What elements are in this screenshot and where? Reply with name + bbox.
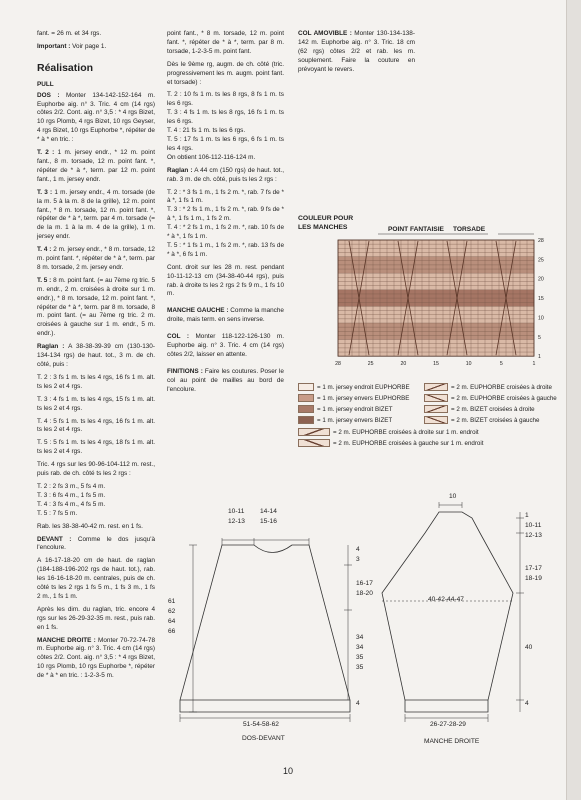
cross-right-icon [298, 428, 330, 436]
raglan-t5: T. 5 : 5 fs 1 m. ts les 4 rgs, 18 fs 1 m. alt. ts les 2 et 4 rgs. [37, 439, 155, 456]
swatch-icon [298, 416, 314, 424]
legend-item [424, 394, 557, 404]
dim-label: 15-16 [260, 518, 277, 525]
dim-label: 17-17 [525, 565, 542, 572]
swatch-icon [298, 405, 314, 413]
finitions-paragraph [167, 368, 284, 395]
chart-title-line-1: COULEUR POUR [298, 215, 354, 222]
t3-text: 1 m. jersey endr., 4 m. torsade (de la m. 5 à la m. 8 de la grille), 12 m. point fant., * 8 m. torsade, 12 m. point fant. *, répéter de * à *, term. par 4 m. torsade (= de la m. 1 à la m. 4 de la grille), 1 m. jersey endr. [37, 188, 155, 241]
dim-label: 62 [168, 608, 176, 615]
manche-gauche-label: MANCHE GAUCHE : [167, 307, 229, 315]
legend-item [424, 405, 535, 415]
legend-item [298, 439, 483, 449]
legend-label: = 2 m. EUPHORBE croisées à droite [451, 384, 552, 391]
important-label: Important : [37, 42, 71, 50]
dim-label: 18-19 [525, 575, 542, 582]
rag-t3: T. 3 : * 2 fs 1 m., 1 fs 2 m. *, rab. 9 fs de * à *, 1 fs 1 m., 1 fs 2 m. [167, 206, 284, 223]
dim-label: 4 [356, 700, 360, 707]
dim-label: 35 [356, 664, 364, 671]
col-amovible-label: COL AMOVIBLE : [298, 30, 352, 37]
tric-paragraph: Tric. 4 rgs sur les 90-96-104-112 m. rest., puis rab. de ch. côté ts les 2 rgs : [37, 461, 155, 478]
legend-label: = 1 m. jersey endroit EUPHORBE [317, 384, 410, 391]
raglan-t2: T. 2 : 3 fs 1 m. ts les 4 rgs, 16 fs 1 m. alt. ts les 2 et 4 rgs. [37, 373, 155, 390]
obtient: On obtient 106-112-116-124 m. [167, 153, 256, 161]
dos-devant-outline [180, 545, 350, 712]
dim-label: 51-54-58-62 [243, 721, 279, 728]
y-tick-label: 10 [538, 315, 544, 322]
y-tick-label: 5 [538, 334, 541, 341]
y-tick-label: 1 [538, 354, 541, 361]
devant-label: DEVANT : [37, 535, 72, 543]
manche-text: Monter 70-72-74-78 m. Euphorbe aig. n° 3. Tric. 4 cm (14 rgs) côtes 2/2. Cont. aig. n° 3,5 : * 4 rgs Bizet, 10 rgs Plomb, 10 rgs Euphorbe *, répéter de * à * en tric. : 1-2-3-5 m. [37, 636, 156, 680]
dim-label: 3 [356, 556, 360, 563]
devant-paragraph-2: A 16-17-18-20 cm de haut. de raglan (184-188-196-202 rgs de haut. tot.), rab. les 16-16-18-20 m. centrales, puis de ch. côté ts les 2 rgs 1 fs 5 m., 1 fs 3 m., 1 fs 2 m., 1 fs 1 m. [37, 557, 155, 600]
raglan-t4: T. 4 : 5 fs 1 m. ts les 4 rgs, 16 fs 1 m. alt. ts les 2 et 4 rgs. [37, 417, 155, 434]
legend-label: = 2 m. BIZET croisées à droite [451, 406, 535, 413]
t5-text: 8 m. point fant. (= au 7ème rg tric. 5 m. endr., 2 m. croisées à droite sur 1 m. endr.), * 8 m. torsade, 12 m. point fant. *, répéter de * à *, term. par 8 m. torsade, 8 m. point fant. (= au 7ème rg tric. 2 m. croisées à gauche sur 1 m. endr., 5 m. endr.). [37, 276, 155, 338]
x-tick-label: 15 [433, 361, 439, 368]
augm-t4: T. 4 : 21 fs 1 m. ts les 6 rgs. [167, 127, 246, 135]
y-tick-label: 20 [538, 276, 544, 283]
chart-title [298, 214, 353, 232]
dim-label: 10 [449, 493, 457, 500]
raglan-t3: T. 3 : 4 fs 1 m. ts les 4 rgs, 15 fs 1 m. alt. ts les 2 et 4 rgs. [37, 395, 155, 412]
augm-t2: T. 2 : 10 fs 1 m. ts les 8 rgs, 8 fs 1 m. ts les 6 rgs. [167, 91, 284, 108]
col-amovible-paragraph [298, 30, 415, 75]
legend-label: = 2 m. BIZET croisées à gauche [451, 417, 540, 424]
legend-label: = 2 m. EUPHORBE croisées à gauche sur 1 m. endroit [333, 440, 484, 447]
realisation-heading: Réalisation [37, 61, 94, 74]
legend-label: = 1 m. jersey envers BIZET [317, 417, 393, 424]
intro-important [37, 43, 155, 52]
x-tick-label: 1 [532, 361, 536, 368]
col-paragraph [167, 333, 284, 360]
legend-label: = 1 m. jersey envers EUPHORBE [317, 395, 410, 402]
cont-paragraph: Cont. droit sur les 28 m. rest. pendant 10-11-12-13 cm (34-38-40-44 rgs), puis rab. à droite ts les 2 rgs 2 fs 9 m., 1 fs 10 m. [167, 263, 284, 298]
cross-right-icon [424, 383, 448, 391]
y-tick-label: 28 [538, 238, 544, 244]
dim-label: 40 [525, 644, 533, 651]
manche-paragraph [37, 637, 155, 682]
dos-label: DOS : [37, 91, 60, 99]
shoulder-t5: T. 5 : 7 fs 5 m. [37, 509, 78, 517]
dim-label: 12-13 [525, 532, 542, 539]
legend-item [298, 405, 392, 415]
t5-paragraph [37, 277, 155, 339]
devant-text: Comme le dos jusqu'à l'encolure. [37, 535, 155, 552]
page-number: 10 [283, 766, 294, 776]
cross-right-icon [424, 405, 448, 413]
diagram-name: MANCHE DROITE [424, 738, 480, 745]
dos-text: Monter 134-142-152-164 m. Euphorbe aig. n° 3. Tric. 4 cm (14 rgs) côtes 2/2. Cont. aig. n° 3,5 : * 4 rgs Bizet, 10 rgs Plomb, 4 rgs Bizet, 10 rgs Geyser, 4 rgs Bizet, 10 rgs Euphorbe *, répéter de * à * en tric. : [37, 91, 155, 144]
c2-p2: Dès le 9ème rg, augm. de ch. côté (tric. progressivement les m. augm. point fant. et torsade) : [167, 60, 284, 86]
col-label: COL : [167, 333, 189, 341]
t4-paragraph [37, 246, 155, 273]
t3-label: T. 3 : [37, 188, 53, 196]
legend-item [424, 383, 552, 393]
point-fantaisie-heading: POINT FANTAISIE [388, 226, 444, 233]
rag-t5: T. 5 : * 1 fs 1 m., 1 fs 2 m. *, rab. 13 fs de * à *, 6 fs 1 m. [167, 241, 284, 258]
raglan-2-paragraph [167, 167, 284, 185]
raglan-paragraph [37, 343, 155, 370]
rag-t2: T. 2 : * 3 fs 1 m., 1 fs 2 m. *, rab. 7 fs de * à *, 1 fs 1 m. [167, 188, 284, 205]
shoulder-t2: T. 2 : 2 fs 3 m., 5 fs 4 m. [37, 482, 106, 490]
manche-gauche-text: Comme la manche droite, mais term. en sens inverse. [167, 307, 284, 324]
x-tick-label: 25 [367, 361, 374, 368]
column-2 [167, 30, 284, 399]
dim-label: 18-20 [356, 590, 373, 597]
dim-label: 40-42-44-47 [428, 596, 464, 603]
t4-label: T. 4 : [37, 246, 52, 254]
legend-item [298, 394, 409, 404]
legend-item [298, 428, 479, 438]
important-text: Voir page 1. [70, 42, 107, 50]
torsade-heading: TORSADE [453, 226, 486, 233]
swatch-icon [298, 383, 314, 391]
manche-gauche-paragraph [167, 307, 284, 325]
legend-item [298, 383, 410, 393]
devant-paragraph [37, 536, 155, 554]
dim-label: 12-13 [228, 518, 245, 525]
legend-label: = 2 m. EUPHORBE croisées à droite sur 1 m. endroit [333, 429, 479, 436]
dim-label: 35 [356, 654, 364, 661]
x-tick-label: 5 [499, 361, 503, 368]
shoulder-t3: T. 3 : 6 fs 4 m., 1 fs 5 m. [37, 491, 106, 499]
x-tick-label: 20 [400, 361, 407, 368]
chart-title-line-2: LES MANCHES [298, 224, 348, 231]
augm-t3: T. 3 : 4 fs 1 m. ts les 8 rgs, 16 fs 1 m. ts les 6 rgs. [167, 109, 284, 126]
dim-label: 26-27-28-29 [430, 721, 466, 728]
t2-text: 1 m. jersey endr., * 12 m. point fant., 8 m. torsade, 12 m. point fant. *, répéter de * à *, term. par 12 m. point fant., 1 m. jersey endr. [37, 149, 155, 183]
rab-paragraph: Rab. les 38-38-40-42 m. rest. en 1 fs. [37, 522, 143, 530]
t2-label: T. 2 : [37, 149, 55, 157]
x-tick-label: 28 [335, 361, 341, 368]
col-text: Monter 118-122-126-130 m. Euphorbe aig. n° 3. Tric. 4 cm (14 rgs) côtes 2/2, laisser en attente. [167, 333, 285, 358]
page-edge [566, 0, 581, 800]
legend-item [424, 416, 539, 426]
col-amovible-text: Monter 130-134-138-142 m. Euphorbe aig. n° 3. Tric. 18 cm (62 rgs) côtes 2/2 et rab. les m. souplement. Faire la couture en prévoyant le revers. [298, 30, 415, 73]
raglan-label: Raglan : [37, 343, 65, 351]
cross-left-icon [424, 416, 448, 424]
shoulder-t4: T. 4 : 3 fs 4 m., 4 fs 5 m. [37, 500, 106, 508]
rag-t4: T. 4 : * 2 fs 1 m., 1 fs 2 m. *, rab. 10 fs de * à *, 1 fs 1 m. [167, 224, 284, 241]
finitions-label: FINITIONS : [167, 367, 203, 375]
dim-label: 1 [525, 512, 529, 519]
t3-paragraph [37, 189, 155, 242]
manche-label: MANCHE DROITE : [37, 636, 96, 644]
devant-paragraph-3: Après les dim. du raglan, tric. encore 4 rgs sur les 26-29-32-35 m. rest., puis rab. en 1 fs. [37, 605, 155, 631]
knitting-chart [298, 232, 544, 368]
diagram-name: DOS-DEVANT [242, 735, 285, 742]
raglan-2-label: Raglan : [167, 166, 193, 174]
cross-left-icon [298, 439, 330, 447]
legend-label: = 1 m. jersey endroit BIZET [317, 406, 393, 413]
dim-label: 16-17 [356, 580, 373, 587]
y-tick-label: 15 [538, 296, 544, 303]
dim-label: 4 [356, 546, 360, 553]
legend-label: = 2 m. EUPHORBE croisées à gauche [451, 395, 557, 402]
augm-t5: T. 5 : 17 fs 1 m. ts les 6 rgs, 6 fs 1 m. ts les 4 rgs. [167, 135, 284, 152]
finitions-text: Faire les coutures. Poser le col au point de mailles au bord de l'encolure. [167, 367, 284, 393]
pull-heading: PULL [37, 80, 54, 88]
dos-paragraph [37, 92, 155, 145]
dim-label: 61 [168, 598, 176, 605]
column-1 [37, 30, 155, 685]
raglan-text: A 38-38-39-39 cm (130-130-134-134 rgs) de haut. tot., 3 m. de ch. côté, puis : [37, 343, 155, 368]
dim-label: 10-11 [525, 522, 542, 529]
x-tick-label: 10 [465, 361, 472, 368]
dim-label: 64 [168, 618, 176, 625]
manche-outline [382, 512, 513, 712]
cross-left-icon [424, 394, 448, 402]
dim-label: 14-14 [260, 508, 277, 515]
t4-text: 2 m. jersey endr., * 8 m. torsade, 12 m. point fant. *, répéter de * à *, term. par 8 m. torsade, 2 m. jersey endr. [37, 246, 155, 271]
swatch-icon [298, 394, 314, 402]
dim-label: 66 [168, 628, 176, 635]
dim-label: 4 [525, 700, 529, 707]
dim-label: 34 [356, 644, 364, 651]
y-tick-label: 25 [538, 257, 544, 264]
dim-label: 10-11 [228, 508, 245, 515]
dim-label: 34 [356, 634, 364, 641]
t2-paragraph [37, 149, 155, 185]
raglan-2-text: A 44 cm (150 rgs) de haut. tot., rab. 3 m. de ch. côté, puis ts les 2 rgs : [167, 166, 284, 183]
t5-label: T. 5 : [37, 276, 52, 284]
intro-gauge: fant. = 26 m. et 34 rgs. [37, 30, 102, 37]
column-3 [298, 30, 415, 79]
c2-p1: point fant., * 8 m. torsade, 12 m. point fant. *, répéter de * à *, term. par 8 m. torsade, 1-2-3-5 m. point fant. [167, 30, 284, 55]
legend-item [298, 416, 392, 426]
